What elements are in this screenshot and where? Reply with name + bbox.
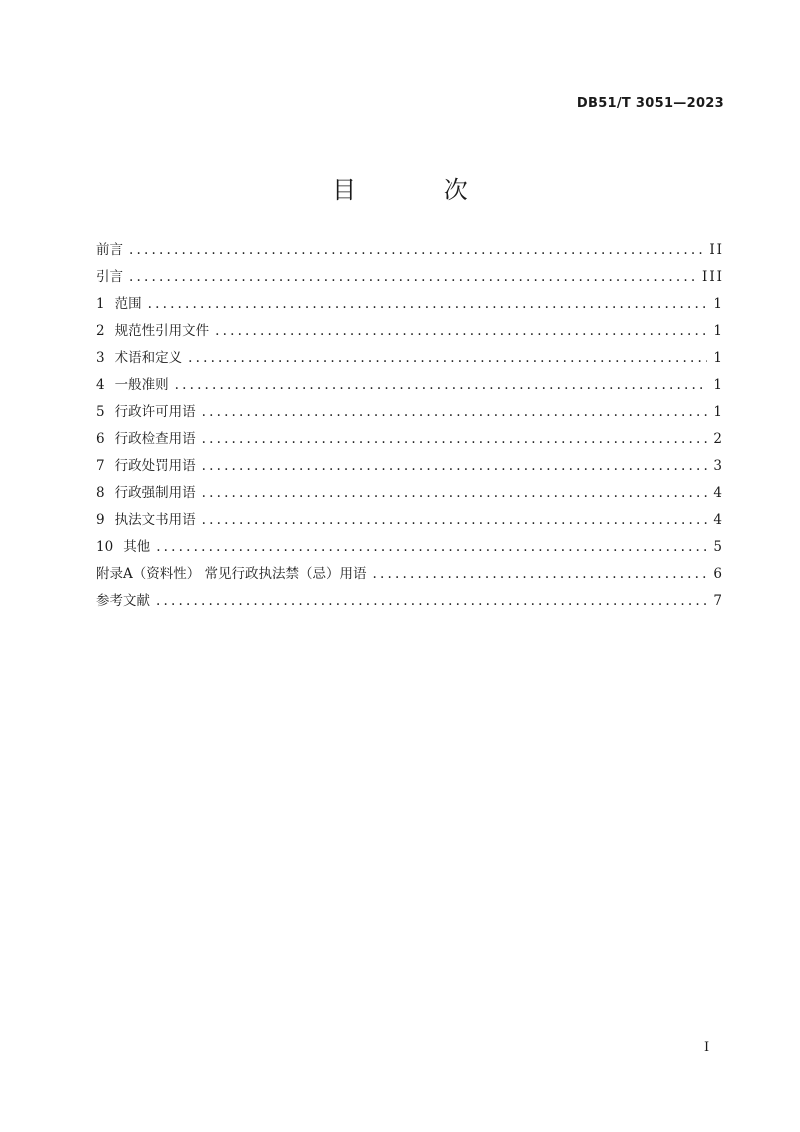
toc-entry-number: 1 [96, 296, 105, 312]
toc-entry-label: 引言 [96, 269, 123, 285]
toc-entry-page: 1 [713, 404, 724, 420]
toc-entry-number: 9 [96, 512, 105, 528]
toc-entry-label: 前言 [96, 242, 123, 258]
toc-leader-dots [202, 404, 708, 420]
toc-entry-page: III [702, 269, 724, 285]
toc-entry-number: 4 [96, 377, 105, 393]
page-title: 目 次 [332, 176, 508, 204]
toc-entry-page: 3 [713, 458, 724, 474]
toc-entry-label: 术语和定义 [114, 350, 183, 366]
toc-entry-page: II [709, 242, 724, 258]
toc-entry-number: 8 [96, 485, 105, 501]
toc-entry-label: 参考文献 [96, 593, 150, 609]
toc-leader-dots [156, 539, 707, 555]
table-of-contents [96, 238, 724, 616]
toc-entry-label: 行政处罚用语 [114, 458, 196, 474]
toc-leader-dots [202, 512, 708, 528]
toc-entry-appendix-a[interactable] [96, 562, 724, 589]
toc-entry-page: 4 [713, 512, 724, 528]
toc-entry-terms-definitions[interactable] [96, 346, 724, 373]
toc-entry-label: 范围 [114, 296, 142, 312]
toc-entry-number: 7 [96, 458, 105, 474]
toc-entry-label: 行政检查用语 [114, 431, 196, 447]
toc-entry-scope[interactable] [96, 292, 724, 319]
toc-entry-number: 5 [96, 404, 105, 420]
toc-entry-page: 1 [713, 296, 724, 312]
toc-entry-label: 附录A（资料性） 常见行政执法禁（忌）用语 [96, 566, 367, 582]
toc-leader-dots [373, 566, 708, 582]
page-number: I [704, 1040, 710, 1055]
toc-leader-dots [175, 377, 708, 393]
toc-entry-foreword[interactable] [96, 238, 724, 265]
toc-entry-introduction[interactable] [96, 265, 724, 292]
toc-entry-label: 一般准则 [114, 377, 169, 393]
toc-entry-number: 2 [96, 323, 105, 339]
toc-leader-dots [215, 323, 707, 339]
toc-leader-dots [156, 593, 707, 609]
toc-entry-page: 4 [713, 485, 724, 501]
toc-leader-dots [202, 485, 708, 501]
toc-entry-page: 5 [713, 539, 724, 555]
toc-entry-enforcement-documents[interactable] [96, 508, 724, 535]
toc-entry-label: 行政强制用语 [114, 485, 196, 501]
toc-entry-label: 执法文书用语 [114, 512, 196, 528]
toc-entry-page: 1 [713, 377, 724, 393]
toc-entry-normative-references[interactable] [96, 319, 724, 346]
toc-leader-dots [202, 431, 708, 447]
toc-entry-page: 7 [713, 593, 724, 609]
toc-entry-number: 10 [96, 539, 114, 555]
toc-entry-label: 行政许可用语 [114, 404, 196, 420]
document-code: DB51/T 3051—2023 [576, 96, 724, 111]
toc-entry-number: 6 [96, 431, 105, 447]
toc-entry-administrative-inspection[interactable] [96, 427, 724, 454]
toc-leader-dots [202, 458, 708, 474]
toc-entry-administrative-licensing[interactable] [96, 400, 724, 427]
toc-entry-page: 1 [713, 350, 724, 366]
toc-entry-administrative-penalty[interactable] [96, 454, 724, 481]
toc-entry-general-principles[interactable] [96, 373, 724, 400]
toc-entry-page: 2 [713, 431, 724, 447]
toc-leader-dots [188, 350, 707, 366]
toc-leader-dots [148, 296, 708, 312]
toc-leader-dots [129, 269, 696, 285]
toc-entry-other[interactable] [96, 535, 724, 562]
toc-leader-dots [129, 242, 703, 258]
toc-entry-label: 规范性引用文件 [114, 323, 210, 339]
toc-entry-bibliography[interactable] [96, 589, 724, 616]
toc-entry-page: 1 [713, 323, 724, 339]
toc-entry-number: 3 [96, 350, 105, 366]
toc-entry-page: 6 [713, 566, 724, 582]
toc-entry-administrative-enforcement[interactable] [96, 481, 724, 508]
toc-entry-label: 其他 [123, 539, 151, 555]
